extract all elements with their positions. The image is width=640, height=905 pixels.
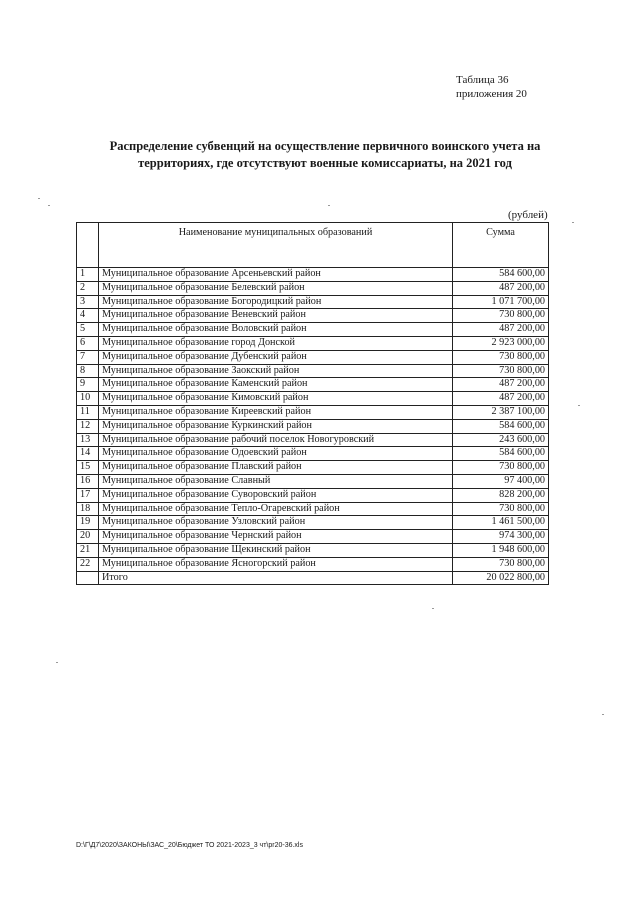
table-row: [77, 474, 549, 488]
row-name: Муниципальное образование Белевский район: [99, 281, 453, 295]
row-sum: 20 022 800,00: [453, 571, 549, 585]
page-title: [70, 138, 580, 172]
table-row: [77, 557, 549, 571]
scan-speck: [328, 205, 330, 206]
table-row: [77, 268, 549, 282]
row-number: 6: [77, 336, 99, 350]
scan-speck: [432, 608, 434, 609]
table-row: [77, 350, 549, 364]
row-name: Муниципальное образование Славный: [99, 474, 453, 488]
row-number: 11: [77, 405, 99, 419]
row-number: 20: [77, 530, 99, 544]
row-sum: 1 071 700,00: [453, 295, 549, 309]
row-number: 22: [77, 557, 99, 571]
file-path: D:\Г\Д7\2020\ЗАКОНЫ\ЗАС_20\Бюджет ТО 2021-2023_3 чт\pr20-36.xls: [76, 842, 303, 849]
row-sum: 1 948 600,00: [453, 543, 549, 557]
scan-speck: [572, 222, 574, 223]
row-name: Муниципальное образование Щекинский район: [99, 543, 453, 557]
row-number: 3: [77, 295, 99, 309]
row-number: 18: [77, 502, 99, 516]
table-number: Таблица 36: [456, 74, 509, 86]
row-sum: 584 600,00: [453, 268, 549, 282]
row-number: 12: [77, 419, 99, 433]
row-number: 8: [77, 364, 99, 378]
row-sum: 2 923 000,00: [453, 336, 549, 350]
row-name: Муниципальное образование Воловский район: [99, 323, 453, 337]
table-row: [77, 392, 549, 406]
row-number: 16: [77, 474, 99, 488]
scan-speck: [578, 405, 580, 406]
row-sum: 1 461 500,00: [453, 516, 549, 530]
column-header-name: Наименование муниципальных образований: [99, 223, 453, 268]
row-name: Муниципальное образование Чернский район: [99, 530, 453, 544]
row-name: Муниципальное образование Веневский район: [99, 309, 453, 323]
row-number: 1: [77, 268, 99, 282]
table-row: [77, 461, 549, 475]
table-row: [77, 378, 549, 392]
subvention-table: [76, 222, 549, 585]
table-row: [77, 309, 549, 323]
row-name: Муниципальное образование Суворовский район: [99, 488, 453, 502]
row-number: 17: [77, 488, 99, 502]
scan-speck: [38, 198, 40, 199]
row-number: 5: [77, 323, 99, 337]
table-row: [77, 530, 549, 544]
table-row: [77, 543, 549, 557]
table-header-row: [77, 223, 549, 268]
table-row: [77, 281, 549, 295]
row-name: Муниципальное образование Плавский район: [99, 461, 453, 475]
unit-label: (рублей): [508, 209, 548, 221]
row-name: Муниципальное образование Тепло-Огаревский район: [99, 502, 453, 516]
row-number: 19: [77, 516, 99, 530]
title-line-1: Распределение субвенций на осуществление первичного воинского учета на: [109, 139, 541, 153]
scan-speck: [56, 662, 58, 663]
table-row: [77, 323, 549, 337]
table-row: [77, 447, 549, 461]
row-name: Муниципальное образование Каменский район: [99, 378, 453, 392]
row-number: 2: [77, 281, 99, 295]
row-sum: 2 387 100,00: [453, 405, 549, 419]
row-number: 13: [77, 433, 99, 447]
appendix-number: приложения 20: [456, 88, 527, 100]
row-name: Муниципальное образование Одоевский район: [99, 447, 453, 461]
column-header-number: [77, 223, 99, 268]
row-number: 21: [77, 543, 99, 557]
row-number: 9: [77, 378, 99, 392]
row-sum: 487 200,00: [453, 281, 549, 295]
row-name: Муниципальное образование Дубенский район: [99, 350, 453, 364]
row-sum: 584 600,00: [453, 419, 549, 433]
table-total-row: [77, 571, 549, 585]
title-line-2: территориях, где отсутствуют военные комиссариаты, на 2021 год: [138, 156, 512, 170]
row-sum: 487 200,00: [453, 323, 549, 337]
row-name: Муниципальное образование рабочий поселок Новогуровский: [99, 433, 453, 447]
row-sum: 730 800,00: [453, 502, 549, 516]
row-sum: 730 800,00: [453, 557, 549, 571]
row-sum: 974 300,00: [453, 530, 549, 544]
row-sum: 487 200,00: [453, 392, 549, 406]
row-sum: 730 800,00: [453, 309, 549, 323]
row-name: Муниципальное образование Арсеньевский район: [99, 268, 453, 282]
row-number: 4: [77, 309, 99, 323]
row-sum: 730 800,00: [453, 461, 549, 475]
scan-speck: [602, 714, 604, 715]
row-name: Муниципальное образование Куркинский район: [99, 419, 453, 433]
table-row: [77, 364, 549, 378]
row-sum: 730 800,00: [453, 364, 549, 378]
row-sum: 730 800,00: [453, 350, 549, 364]
row-name: Муниципальное образование Узловский район: [99, 516, 453, 530]
table-body: [77, 268, 549, 585]
table-row: [77, 516, 549, 530]
row-name: Муниципальное образование город Донской: [99, 336, 453, 350]
row-name: Муниципальное образование Киреевский район: [99, 405, 453, 419]
row-sum: 97 400,00: [453, 474, 549, 488]
row-number: 10: [77, 392, 99, 406]
row-name: Муниципальное образование Ясногорский район: [99, 557, 453, 571]
row-number: 14: [77, 447, 99, 461]
column-header-sum: Сумма: [453, 223, 549, 268]
row-name: Итого: [99, 571, 453, 585]
row-number: [77, 571, 99, 585]
row-name: Муниципальное образование Заокский район: [99, 364, 453, 378]
table-row: [77, 405, 549, 419]
row-number: 15: [77, 461, 99, 475]
scan-speck: [48, 205, 50, 206]
table-caption: [456, 73, 527, 101]
row-name: Муниципальное образование Богородицкий район: [99, 295, 453, 309]
table-row: [77, 433, 549, 447]
row-sum: 487 200,00: [453, 378, 549, 392]
row-number: 7: [77, 350, 99, 364]
row-sum: 243 600,00: [453, 433, 549, 447]
row-sum: 584 600,00: [453, 447, 549, 461]
row-name: Муниципальное образование Кимовский район: [99, 392, 453, 406]
table-row: [77, 419, 549, 433]
row-sum: 828 200,00: [453, 488, 549, 502]
table-row: [77, 502, 549, 516]
table-row: [77, 295, 549, 309]
table-row: [77, 488, 549, 502]
table-row: [77, 336, 549, 350]
